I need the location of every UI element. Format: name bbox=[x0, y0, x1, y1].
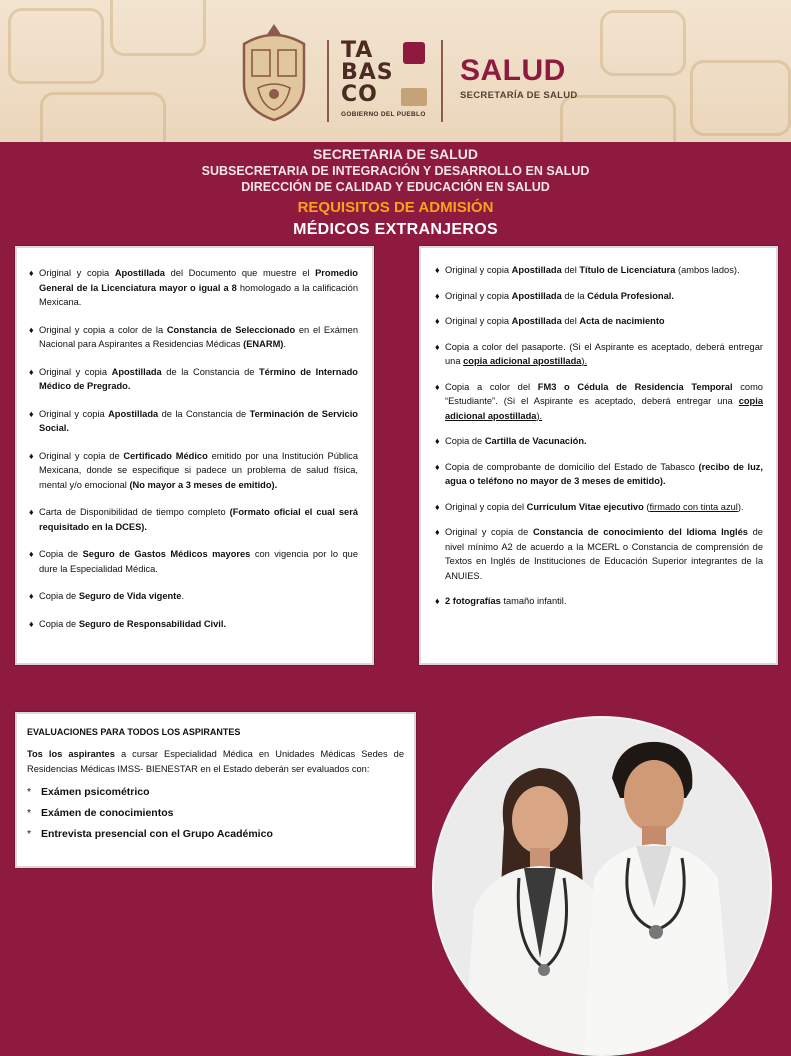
tabasco-logo-line: CO bbox=[341, 82, 378, 107]
bullet-asterisk: * bbox=[27, 786, 32, 798]
evaluations-panel bbox=[15, 712, 416, 868]
requirement-text: Original y copia bbox=[39, 268, 115, 278]
requirement-text: homologado a la calificación Mexicana. bbox=[39, 282, 359, 307]
requirement-text: del Documento que muestre el bbox=[164, 268, 316, 278]
requirement-text: del bbox=[561, 316, 580, 326]
requirement-text: FM3 o Cédula de Residencia Temporal bbox=[537, 381, 733, 392]
requirement-text: de la bbox=[561, 290, 588, 301]
title-requisitos: REQUISITOS DE ADMISIÓN bbox=[297, 199, 494, 216]
evaluation-item bbox=[27, 828, 404, 840]
requirement-text: (No mayor a 3 meses de emitido). bbox=[129, 479, 278, 490]
header-separator bbox=[441, 40, 443, 122]
requirement-text: . bbox=[283, 339, 286, 349]
requirements-right-panel bbox=[419, 246, 778, 665]
requirement-item bbox=[435, 289, 763, 304]
evaluations-intro bbox=[27, 747, 404, 776]
requirement-text: Certificado Médico bbox=[123, 450, 208, 461]
requirement-item bbox=[435, 314, 763, 329]
requirement-text: Acta de nacimiento bbox=[579, 316, 665, 326]
requirement-item bbox=[29, 505, 358, 534]
requirement-item bbox=[29, 266, 358, 310]
requirement-text: de la Constancia de bbox=[158, 408, 250, 419]
requirement-text: Original y copia bbox=[39, 366, 112, 377]
title-block bbox=[0, 146, 791, 241]
requirement-item bbox=[435, 594, 763, 609]
requirement-text: Original y copia de bbox=[445, 527, 533, 537]
requirement-text: Título de Licenciatura bbox=[579, 265, 676, 275]
requirement-text: Constancia de conocimiento del Idioma Inglés bbox=[532, 527, 748, 537]
evaluations-intro-text: a cursar Especialidad Médica en Unidades Médicas Sedes de Residencias Médicas IMSS- BIENESTAR en el Estado deberán ser evaluados con: bbox=[27, 749, 404, 774]
tabasco-glyph-icon bbox=[403, 42, 425, 64]
title-secretaria: SECRETARIA DE SALUD bbox=[313, 146, 478, 162]
requirement-text: como “Estudiante”. (Si el Aspirante es aceptado, deberá entregar una bbox=[445, 381, 763, 406]
requirement-text: Seguro de Responsabilidad Civil. bbox=[78, 618, 227, 629]
requirement-item bbox=[29, 589, 358, 604]
decorative-pattern bbox=[40, 92, 166, 142]
requirement-text: Apostillada bbox=[111, 366, 162, 377]
requirement-text: Apostillada bbox=[511, 290, 562, 301]
evaluation-item-label: Exámen psicométrico bbox=[41, 786, 150, 798]
requirement-text: Apostillada bbox=[114, 268, 165, 278]
requirement-text: Original y copia bbox=[445, 265, 512, 275]
requirement-text: Original y copia a color de la bbox=[39, 324, 167, 335]
requirement-item bbox=[29, 547, 358, 576]
requirement-text: Original y copia bbox=[445, 290, 512, 301]
requirements-left-panel bbox=[15, 246, 374, 665]
requirement-text: Copia a color del pasaporte. (Si el Aspirante es aceptado, deberá entregar una bbox=[445, 341, 763, 366]
requirement-text: Copia a color del bbox=[445, 381, 538, 392]
requirement-text: con vigencia por lo que dure la Especialidad Médica. bbox=[39, 549, 359, 574]
header-separator bbox=[327, 40, 329, 122]
doctors-illustration bbox=[434, 718, 770, 1054]
bullet-asterisk: * bbox=[27, 828, 32, 840]
title-subsecretaria: SUBSECRETARIA DE INTEGRACIÓN Y DESARROLLO EN SALUD bbox=[201, 164, 590, 178]
requirement-text: tamaño infantil. bbox=[500, 596, 567, 606]
requirement-text: de la Constancia de bbox=[161, 366, 259, 377]
requirement-text: (ENARM) bbox=[243, 339, 284, 349]
requirement-text: (recibo de luz, agua o teléfono no mayor de 3 meses de emitido). bbox=[445, 461, 763, 486]
requirement-text: Original y copia bbox=[445, 316, 512, 326]
requirement-item bbox=[435, 460, 763, 489]
requirement-text: Carta de Disponibilidad de tiempo completo bbox=[39, 507, 230, 517]
evaluation-item-label: Entrevista presencial con el Grupo Académico bbox=[41, 828, 273, 840]
doctors-photo bbox=[432, 716, 772, 1056]
bullet-asterisk: * bbox=[27, 807, 32, 819]
tabasco-logo bbox=[341, 40, 431, 122]
requirement-item bbox=[435, 500, 763, 515]
requirement-text: Terminación de Servicio Social. bbox=[39, 408, 358, 433]
tabasco-glyph-icon bbox=[401, 88, 427, 106]
requirement-text: emitido por una Institución Pública Mexicana, donde se especifique si padece un problema de salud física, mental y/o emocional bbox=[39, 450, 358, 490]
decorative-pattern bbox=[600, 10, 686, 76]
requirement-text: Copia de bbox=[39, 549, 83, 559]
requirement-text: Copia de bbox=[39, 591, 79, 601]
requirement-item bbox=[435, 263, 763, 278]
requirement-text: Término de Internado Médico de Pregrado. bbox=[39, 366, 358, 391]
requirement-item bbox=[29, 407, 358, 436]
requirement-text: Apostillada bbox=[108, 408, 159, 419]
requirement-text: Cartilla de Vacunación. bbox=[484, 436, 587, 446]
title-medicos-extranjeros: MÉDICOS EXTRANJEROS bbox=[293, 221, 498, 238]
decorative-pattern bbox=[110, 0, 206, 56]
tabasco-logo-line: BAS bbox=[341, 60, 394, 85]
requirement-text: (ambos lados). bbox=[675, 265, 740, 275]
requirement-text: ). bbox=[581, 356, 588, 366]
requirement-text: Original y copia de bbox=[39, 450, 124, 461]
requirement-text: Original y copia bbox=[39, 408, 109, 419]
evaluation-item bbox=[27, 807, 404, 819]
requirement-text: copia adicional apostillada bbox=[445, 396, 763, 421]
requirement-text: Seguro de Vida vigente bbox=[78, 591, 182, 601]
evaluation-item bbox=[27, 786, 404, 798]
requirement-item bbox=[435, 380, 763, 424]
requirement-text: Copia de bbox=[39, 618, 79, 629]
requirement-text: Constancia de Seleccionado bbox=[166, 324, 296, 335]
requirement-text: del bbox=[561, 265, 580, 275]
evaluation-item-label: Exámen de conocimientos bbox=[41, 807, 174, 819]
requirement-item bbox=[29, 365, 358, 394]
requirement-text: Currículum Vitae ejecutivo bbox=[526, 501, 644, 512]
salud-logo-title: SALUD bbox=[460, 54, 566, 87]
requirement-text: ( bbox=[643, 501, 650, 512]
requirement-item bbox=[435, 340, 763, 369]
requirement-text: firmado con tinta azul bbox=[649, 501, 738, 512]
decorative-pattern bbox=[8, 8, 104, 84]
requirement-text: . bbox=[181, 591, 185, 601]
requirement-text: ). bbox=[536, 410, 543, 421]
salud-logo-subtitle: SECRETARÍA DE SALUD bbox=[460, 90, 578, 101]
salud-logo bbox=[460, 56, 578, 101]
title-direccion: DIRECCIÓN DE CALIDAD Y EDUCACIÓN EN SALUD bbox=[241, 180, 550, 194]
requirement-item bbox=[435, 525, 763, 583]
decorative-pattern bbox=[560, 95, 676, 142]
requirement-text: Apostillada bbox=[511, 316, 562, 326]
requirement-text: Copia de comprobante de domicilio del Estado de Tabasco bbox=[445, 461, 699, 472]
requirement-text: Apostillada bbox=[511, 265, 562, 275]
requirement-text: Promedio General de la Licenciatura mayor o igual a 8 bbox=[39, 268, 358, 293]
evaluations-title: EVALUACIONES PARA TODOS LOS ASPIRANTES bbox=[27, 727, 241, 737]
requirement-text: en el Exámen Nacional para Aspirantes a Residencias Médicas bbox=[39, 324, 359, 349]
requirement-item bbox=[435, 434, 763, 449]
tabasco-logo-subtitle: GOBIERNO DEL PUEBLO bbox=[341, 111, 426, 118]
requirement-text: Copia de bbox=[445, 436, 485, 446]
tabasco-logo-line: TA bbox=[341, 38, 374, 63]
requirement-text: ). bbox=[737, 501, 744, 512]
tabasco-coat-of-arms-icon bbox=[238, 22, 310, 122]
requirement-item bbox=[29, 323, 358, 352]
requirement-text: Original y copia del bbox=[445, 501, 527, 512]
requirement-text: copia adicional apostillada bbox=[463, 356, 582, 366]
requirement-text: (Formato oficial el cual será requisitado en la DCES). bbox=[39, 507, 358, 532]
header-banner bbox=[0, 0, 791, 142]
requirement-item bbox=[29, 449, 358, 493]
requirement-item bbox=[29, 617, 358, 632]
requirement-text: Seguro de Gastos Médicos mayores bbox=[82, 549, 251, 559]
requirement-text: 2 fotografías bbox=[445, 596, 501, 606]
requirement-text: de nivel mínimo A2 de acuerdo a la MCERL o Constancia de comprensión de Textos en Inglés de Instituciones de Educación Superior integrantes de la ANUIES. bbox=[445, 527, 763, 581]
evaluations-intro-bold: Tos los aspirantes bbox=[27, 749, 115, 759]
decorative-pattern bbox=[690, 60, 791, 136]
requirement-text: Cédula Profesional. bbox=[587, 290, 674, 301]
